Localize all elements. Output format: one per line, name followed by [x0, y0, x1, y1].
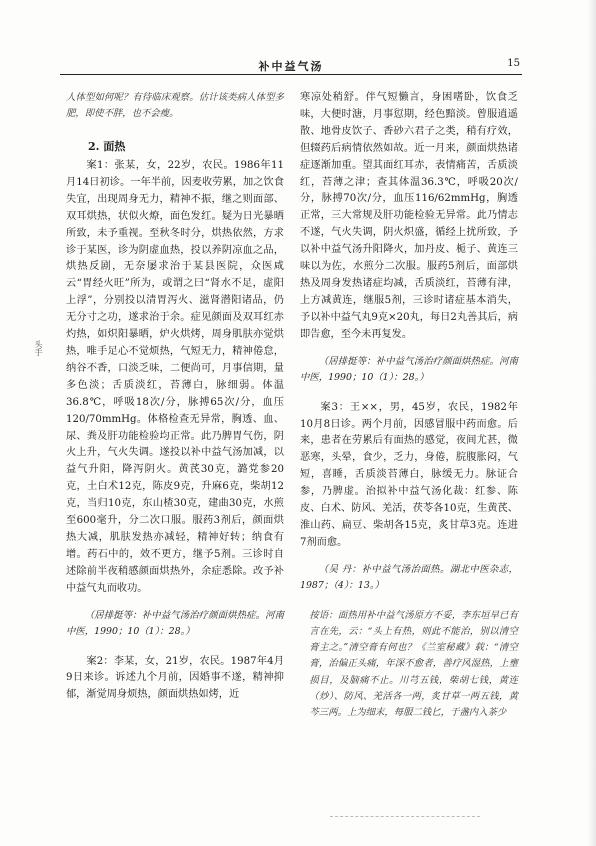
case-2-text-continued: 寒凉处稍舒。伴气短懒言，身困嗜卧，饮食乏味，大便时溏，月事愆期，经色黯淡。曾服逍遥散、地骨皮饮子、香砂六君子之类，稍有疗效，但辍药后病情依然如故。近一月来，颜面烘热诸症逐渐加重。望其面红耳赤，表情痛苦，舌质淡红，苔薄之津；查其体温36.3℃，呼吸20次/分，脉搏70次/分，血压116/62mmHg，胸透正常，三大常规及肝功能检验无异常。此乃情志不遂，气火失调，阴火炽盛，循经上扰所致，予以补中益气汤升阳降火，加丹皮、栀子、黄连三味以为佐，水煎分二次服。服药5剂后，面部烘热及周身发热诸症均减，舌质淡红，苔薄有津，上方减黄连，继服5剂，三诊时诸症基本消失，予以补中益气丸9克×20丸，每日2丸善其后，病即告愈，至今未再复发。	[300, 92, 518, 340]
case-3-reference: （吴 丹：补中益气汤治面热。湖北中医杂志，1987；（4）：13。）	[300, 563, 518, 591]
running-title: 补中益气汤	[258, 60, 324, 73]
left-column	[66, 90, 284, 704]
section-title: 2. 面热	[88, 140, 126, 153]
case-1-reference: （居排挺等：补中益气汤治疗颜面烘热症。河南中医，1990；10（1）：28。）	[66, 609, 284, 637]
case-1-text: 案1：张某，女，22岁，农民。1986年11月14日初诊。一年半前，因麦收劳累，加之饮食失宜，出现周身无力，精神不振，继之则面部、双耳烘热，状似火燎，面色发红。疑为日光暴晒所致，未予重视。至秋冬时分，烘热依然，方求诊于某医，诊为阴虚血热，投以养阴凉血之品，烘热反剧，无奈屡求治于某县医院，众医咸云“胃经火旺”所为，或谓之曰“肾水不足，虚阳上浮”，分别投以清胃泻火、滋肾潜阳诸品，仍无分寸之功，遂求治于余。症见颜面及双耳红赤灼热，如炽阳暴晒，炉火烘烤，周身肌肤亦觉烘热，唯手足心不觉烦热，气短无力，精神倦怠，纳谷不香，口淡乏味，二便尚可，月事信期，量多色淡；舌质淡红，苔薄白，脉细弱。体温36.8℃，呼吸18次/分，脉搏65次/分，血压120/70mmHg。体格检查无异常，胸透、血、尿、粪及肝功能检验均正常。此乃脾胃气伤，阴火上升，气火失调。遂投以补中益气汤加减，以益气升阳，降泻阴火。黄芪30克，潞党参20克，土白术12克，陈皮9克，升麻6克，柴胡12克，当归10克，东山楂30克，建曲30克，水煎至600毫升，分二次口服。服药3剂后，颜面烘热大减，肌肤发热亦减轻，精神好转；纳食有增。药石中的，效不更方，继予5剂。三诊时自述除前半夜稍感颜面烘热外，余症悉除。改予补中益气丸而收功。	[66, 160, 284, 594]
page-number: 15	[507, 58, 520, 69]
handwritten-commentary: 按语：面热用补中益气汤原方不妥，李东垣早已有言在先，云：“头上有热，则此不能治，别以清空膏主之。”清空膏有何也？《兰室秘藏》载：“清空膏，治偏正头痛，年深不愈者，善疗风湿热，上壅损目，及脑痛不止。川芎五钱，柴胡七钱，黄连（炒）、防风、羌活各一两，炙甘草一两五钱，黄芩三两。上为细末，每服二钱匕，于盏内入茶少	[309, 609, 518, 718]
case-2-text-start: 案2：李某，女，21岁，农民。1987年4月9日来诊。诉述九个月前，因婚事不遂，精神抑郁，渐觉周身烦热，颜面烘热如烤，近	[66, 655, 284, 701]
scan-edge-shadow	[588, 0, 596, 846]
margin-handwriting: 头手	[34, 340, 43, 356]
bottom-scan-mark	[330, 816, 480, 817]
page-header	[60, 58, 522, 78]
case-3-text: 案3：王××，男，45岁，农民，1982年10月8日诊。两个月前，因感冒服中药而愈。后来，患者在劳累后有面热的感觉，夜间尤甚，微恶寒，头晕，食少，乏力，身倦，脘腹胀闷，气短，喜睡，舌质淡苔薄白，脉缓无力。脉证合参，乃脾虚。治拟补中益气汤化裁：红参、陈皮、白术、防风、羌活，茯苓各10克，生黄芪、淮山药、扁豆、柴胡各15克，炙甘草3克。连进7剂而愈。	[300, 401, 518, 548]
case-2-reference: （居排挺等：补中益气汤治疗颜面烘热症。河南中医，1990；10（1）：28。）	[300, 355, 518, 383]
header-rule	[60, 74, 522, 75]
intro-handwritten-note: 人体型如何呢？有待临床观察。估计该类病人体型多肥，即使不胖，也不会瘦。	[66, 92, 284, 119]
right-column	[300, 90, 518, 721]
